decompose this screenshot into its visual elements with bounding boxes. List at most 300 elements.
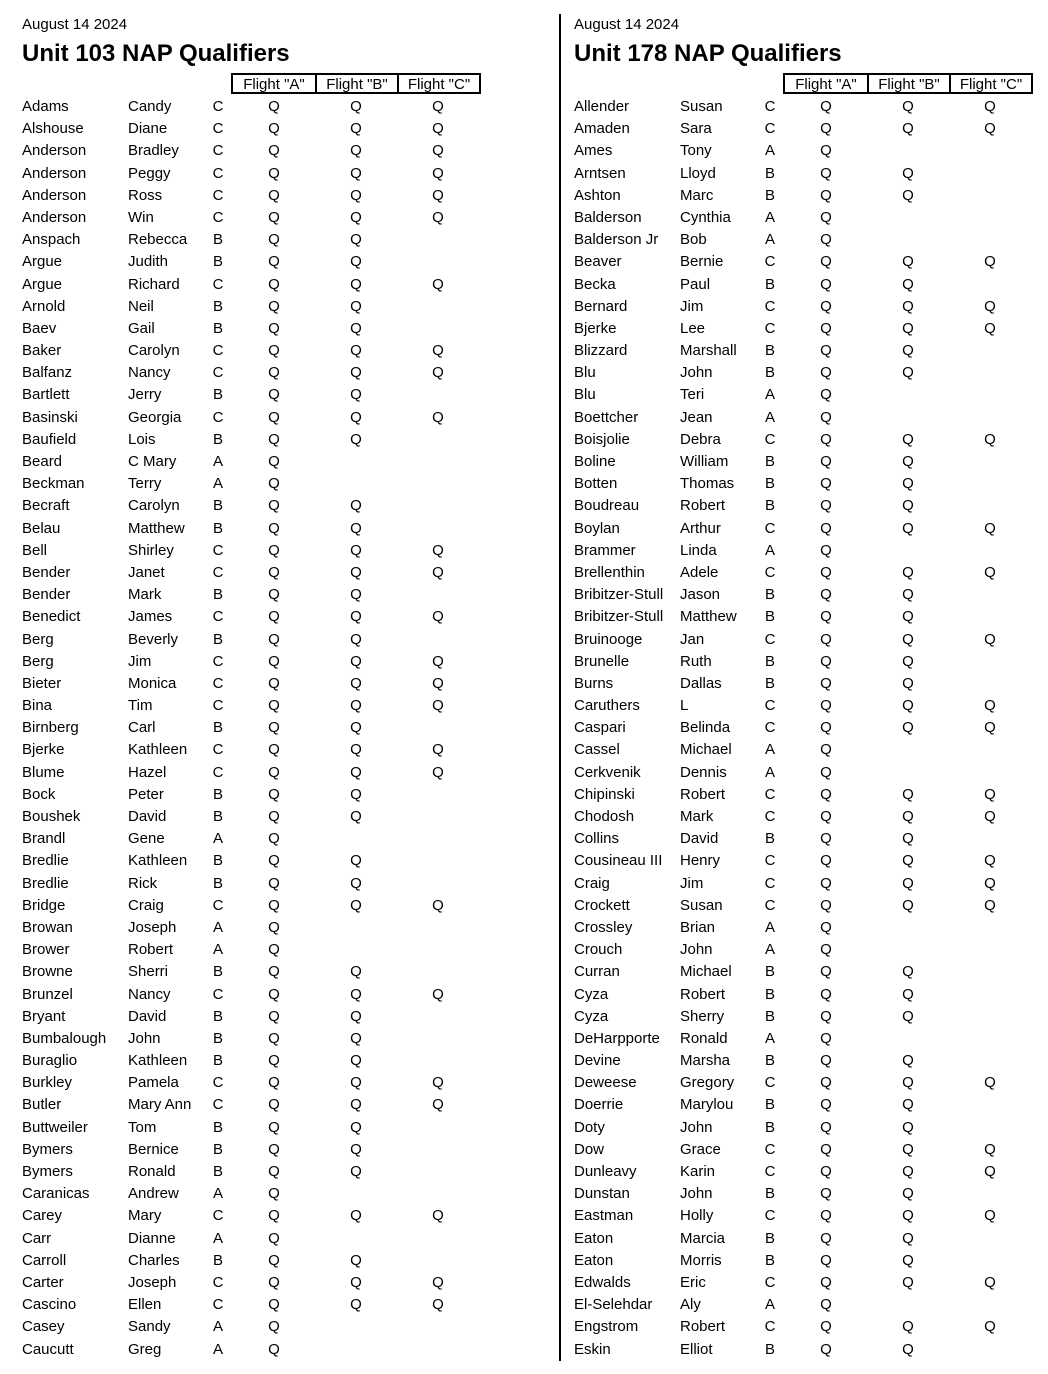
first-name-cell: Bob xyxy=(680,231,707,249)
level-cell: C xyxy=(212,186,224,204)
level-cell: C xyxy=(212,674,224,692)
first-name-cell: Karin xyxy=(680,1163,716,1180)
flight-a-cell: Q xyxy=(268,674,280,692)
flight-c-cell: Q xyxy=(432,608,444,626)
last-name-cell: Bredlie xyxy=(22,852,69,870)
flight-a-cell: Q xyxy=(820,1251,832,1269)
flight-b-cell: Q xyxy=(902,896,914,914)
last-name-cell: Butler xyxy=(22,1096,62,1114)
level-cell: B xyxy=(212,386,223,404)
flight-b-cell: Q xyxy=(902,1118,914,1136)
last-name-cell: Balderson Jr xyxy=(574,231,659,249)
flight-a-cell: Q xyxy=(820,608,832,626)
flight-b-cell: Q xyxy=(350,275,362,293)
first-name-cell: Mark xyxy=(680,808,714,825)
first-name-cell: Dianne xyxy=(128,1229,176,1247)
first-name-cell: Jerry xyxy=(128,386,162,404)
last-name-cell: Anderson xyxy=(22,186,87,204)
level-cell: C xyxy=(212,763,224,781)
first-name-cell: Ronald xyxy=(128,1163,176,1180)
flight-b-header: Flight "B" xyxy=(867,75,949,94)
flight-a-cell: Q xyxy=(820,941,832,959)
level-cell: B xyxy=(764,453,775,470)
first-name-cell: Bernice xyxy=(128,1140,179,1158)
level-cell: B xyxy=(764,1052,775,1070)
flight-a-cell: Q xyxy=(820,519,832,537)
last-name-cell: Buttweiler xyxy=(22,1118,88,1136)
level-cell: B xyxy=(212,1140,223,1158)
flight-a-cell: Q xyxy=(820,164,832,182)
flight-b-cell: Q xyxy=(350,697,362,715)
level-cell: C xyxy=(212,563,224,581)
flight-b-cell: Q xyxy=(350,586,362,604)
flight-b-cell: Q xyxy=(350,1207,362,1225)
flight-a-cell: Q xyxy=(820,408,832,426)
last-name-cell: Brower xyxy=(22,941,70,959)
first-name-cell: Adele xyxy=(680,563,719,581)
flight-a-cell: Q xyxy=(268,941,280,959)
flight-c-cell: Q xyxy=(432,1074,444,1092)
flight-b-cell: Q xyxy=(902,830,914,848)
flight-a-cell: Q xyxy=(820,1118,832,1136)
last-name-cell: Crockett xyxy=(574,896,630,914)
flight-c-cell: Q xyxy=(984,719,996,737)
last-name-cell: Blizzard xyxy=(574,342,628,360)
flight-b-cell: Q xyxy=(350,719,362,737)
flight-b-cell: Q xyxy=(350,120,362,138)
level-cell: C xyxy=(212,208,224,226)
flight-a-cell: Q xyxy=(820,208,832,226)
first-name-cell: Holly xyxy=(680,1207,714,1225)
first-name-cell: Paul xyxy=(680,275,711,293)
flight-a-cell: Q xyxy=(268,342,280,360)
first-name-cell: Marsha xyxy=(680,1052,731,1070)
flight-b-cell: Q xyxy=(902,1207,914,1225)
level-cell: A xyxy=(212,830,223,848)
first-name-cell: Lois xyxy=(128,430,156,448)
level-cell: B xyxy=(764,364,775,382)
flight-a-cell: Q xyxy=(268,985,280,1003)
flight-a-cell: Q xyxy=(268,275,280,293)
first-name-cell: Aly xyxy=(680,1296,701,1314)
last-name-cell: DeHarpporte xyxy=(574,1029,660,1047)
last-name-cell: Craig xyxy=(574,874,610,892)
flight-b-cell: Q xyxy=(350,896,362,914)
flight-b-cell: Q xyxy=(350,342,362,360)
flight-c-cell: Q xyxy=(984,1140,996,1158)
last-name-cell: Bridge xyxy=(22,896,66,914)
flight-b-cell: Q xyxy=(350,364,362,382)
last-name-cell: Caruthers xyxy=(574,697,640,715)
flight-a-header: Flight "A" xyxy=(795,76,857,93)
level-cell: C xyxy=(212,1096,224,1114)
flight-b-cell: Q xyxy=(902,1273,914,1291)
column-divider xyxy=(559,14,561,1361)
level-cell: C xyxy=(764,874,776,892)
level-cell: A xyxy=(764,1296,775,1314)
flight-b-cell: Q xyxy=(902,519,914,537)
flight-a-cell: Q xyxy=(268,763,280,781)
flight-b-cell: Q xyxy=(902,342,914,360)
level-cell: A xyxy=(764,763,775,781)
flight-b-cell: Q xyxy=(350,1296,362,1314)
last-name-cell: Crossley xyxy=(574,918,633,936)
level-cell: A xyxy=(764,941,775,959)
last-name-cell: El-Selehdar xyxy=(574,1296,653,1314)
flight-a-cell: Q xyxy=(820,674,832,692)
last-name-cell: Buraglio xyxy=(22,1052,78,1070)
last-name-cell: Chipinski xyxy=(574,785,635,803)
last-name-cell: Bruinooge xyxy=(574,630,643,648)
flight-b-cell: Q xyxy=(902,253,914,271)
flight-c-cell: Q xyxy=(432,120,444,138)
flight-a-cell: Q xyxy=(820,1007,832,1025)
flight-a-cell: Q xyxy=(268,874,280,892)
flight-c-header: Flight "C" xyxy=(949,75,1031,94)
last-name-cell: Cassel xyxy=(574,741,620,759)
level-cell: B xyxy=(212,1251,223,1269)
last-name-cell: Burns xyxy=(574,674,614,692)
flight-c-cell: Q xyxy=(432,1096,444,1114)
flight-a-cell: Q xyxy=(268,120,280,138)
level-cell: B xyxy=(212,1007,223,1025)
level-cell: B xyxy=(764,1229,775,1247)
last-name-cell: Beckman xyxy=(22,475,85,493)
last-name-cell: Cerkvenik xyxy=(574,763,641,781)
flight-c-cell: Q xyxy=(984,874,996,892)
flight-b-cell: Q xyxy=(902,1229,914,1247)
flight-c-cell: Q xyxy=(984,785,996,803)
flight-b-cell: Q xyxy=(902,1340,914,1358)
flight-a-cell: Q xyxy=(820,1074,832,1092)
first-name-cell: Marcia xyxy=(680,1229,726,1247)
last-name-cell: Brunzel xyxy=(22,985,73,1003)
level-cell: C xyxy=(212,364,224,382)
flight-b-cell: Q xyxy=(350,808,362,825)
last-name-cell: Carroll xyxy=(22,1251,67,1269)
flight-a-cell: Q xyxy=(268,1318,280,1336)
flight-b-cell: Q xyxy=(902,453,914,470)
level-cell: C xyxy=(212,1296,224,1314)
first-name-cell: Diane xyxy=(128,120,168,138)
first-name-cell: Nancy xyxy=(128,985,171,1003)
last-name-cell: Bernard xyxy=(574,297,628,315)
flight-b-cell: Q xyxy=(350,852,362,870)
level-cell: A xyxy=(764,408,775,426)
level-cell: B xyxy=(212,253,223,271)
flight-b-cell: Q xyxy=(350,1096,362,1114)
last-name-cell: Chodosh xyxy=(574,808,635,825)
first-name-cell: Kathleen xyxy=(128,852,188,870)
last-name-cell: Becka xyxy=(574,275,616,293)
last-name-cell: Belau xyxy=(22,519,61,537)
flight-c-cell: Q xyxy=(984,1074,996,1092)
first-name-cell: Henry xyxy=(680,852,721,870)
flight-a-cell: Q xyxy=(268,1140,280,1158)
level-cell: B xyxy=(212,630,223,648)
first-name-cell: Rick xyxy=(128,874,158,892)
flight-c-cell: Q xyxy=(984,563,996,581)
flight-a-cell: Q xyxy=(820,475,832,493)
flight-c-cell: Q xyxy=(432,896,444,914)
flight-a-cell: Q xyxy=(268,1296,280,1314)
flight-c-cell: Q xyxy=(432,652,444,670)
level-cell: C xyxy=(764,297,776,315)
first-name-cell: John xyxy=(680,941,713,959)
flight-a-cell: Q xyxy=(820,275,832,293)
flight-a-cell: Q xyxy=(268,253,280,271)
flight-c-cell: Q xyxy=(432,985,444,1003)
first-name-cell: Lee xyxy=(680,319,706,337)
level-cell: A xyxy=(764,231,775,249)
flight-a-cell: Q xyxy=(820,1207,832,1225)
level-cell: C xyxy=(212,896,224,914)
last-name-cell: Boettcher xyxy=(574,408,639,426)
flight-c-cell: Q xyxy=(984,852,996,870)
flight-b-cell: Q xyxy=(902,1074,914,1092)
first-name-cell: Carolyn xyxy=(128,342,180,360)
flight-a-cell: Q xyxy=(268,697,280,715)
last-name-cell: Boline xyxy=(574,453,616,470)
first-name-cell: Peter xyxy=(128,785,164,803)
flight-c-cell: Q xyxy=(432,364,444,382)
level-cell: B xyxy=(212,519,223,537)
first-name-cell: Jan xyxy=(680,630,705,648)
first-name-cell: Michael xyxy=(680,963,732,981)
first-name-cell: Bradley xyxy=(128,142,179,160)
first-name-cell: Tim xyxy=(128,697,153,715)
first-name-cell: Tom xyxy=(128,1118,157,1136)
level-cell: C xyxy=(764,785,776,803)
first-name-cell: Dallas xyxy=(680,674,722,692)
first-name-cell: Peggy xyxy=(128,164,171,182)
first-name-cell: David xyxy=(128,1007,167,1025)
first-name-cell: Craig xyxy=(128,896,164,914)
last-name-cell: Adams xyxy=(22,98,69,115)
flight-c-cell: Q xyxy=(984,253,996,271)
level-cell: C xyxy=(764,120,776,138)
flight-b-cell: Q xyxy=(902,652,914,670)
last-name-cell: Blu xyxy=(574,364,596,382)
first-name-cell: Jim xyxy=(680,297,704,315)
last-name-cell: Anderson xyxy=(22,164,87,182)
first-name-cell: Lloyd xyxy=(680,164,716,182)
flight-a-cell: Q xyxy=(268,231,280,249)
last-name-cell: Anderson xyxy=(22,208,87,226)
flight-a-cell: Q xyxy=(268,142,280,160)
level-cell: B xyxy=(764,497,775,515)
last-name-cell: Boudreau xyxy=(574,497,640,515)
first-name-cell: Sherri xyxy=(128,963,169,981)
flight-a-cell: Q xyxy=(268,541,280,559)
first-name-cell: Michael xyxy=(680,741,732,759)
flight-b-cell: Q xyxy=(902,297,914,315)
last-name-cell: Crouch xyxy=(574,941,623,959)
first-name-cell: Bernie xyxy=(680,253,724,271)
flight-b-cell: Q xyxy=(902,1163,914,1180)
first-name-cell: Morris xyxy=(680,1251,722,1269)
flight-b-cell: Q xyxy=(902,963,914,981)
first-name-cell: Joseph xyxy=(128,1273,177,1291)
first-name-cell: Robert xyxy=(128,941,174,959)
flight-a-cell: Q xyxy=(268,1074,280,1092)
flight-a-cell: Q xyxy=(820,586,832,604)
flight-a-cell: Q xyxy=(268,563,280,581)
flight-a-cell: Q xyxy=(268,741,280,759)
level-cell: B xyxy=(764,608,775,626)
flight-a-cell: Q xyxy=(820,253,832,271)
flight-b-cell: Q xyxy=(902,630,914,648)
flight-b-cell: Q xyxy=(350,386,362,404)
flight-a-cell: Q xyxy=(820,918,832,936)
flight-b-cell: Q xyxy=(350,1074,362,1092)
level-cell: B xyxy=(764,1340,775,1358)
flight-a-cell: Q xyxy=(820,830,832,848)
flight-a-cell: Q xyxy=(820,1273,832,1291)
flight-a-cell: Q xyxy=(820,186,832,204)
level-cell: C xyxy=(212,697,224,715)
flight-b-cell: Q xyxy=(902,697,914,715)
level-cell: B xyxy=(212,430,223,448)
level-cell: C xyxy=(764,630,776,648)
flight-b-cell: Q xyxy=(350,319,362,337)
flight-c-cell: Q xyxy=(432,186,444,204)
level-cell: C xyxy=(212,342,224,360)
flight-a-cell: Q xyxy=(820,364,832,382)
flight-c-cell: Q xyxy=(432,541,444,559)
last-name-cell: Bymers xyxy=(22,1140,73,1158)
flight-c-cell: Q xyxy=(432,697,444,715)
first-name-cell: Charles xyxy=(128,1251,180,1269)
flight-a-cell: Q xyxy=(268,586,280,604)
flight-a-cell: Q xyxy=(820,98,832,115)
flight-c-cell: Q xyxy=(432,342,444,360)
level-cell: B xyxy=(764,1118,775,1136)
first-name-cell: Rebecca xyxy=(128,231,188,249)
flight-a-cell: Q xyxy=(820,1340,832,1358)
level-cell: C xyxy=(764,697,776,715)
first-name-cell: Susan xyxy=(680,98,723,115)
last-name-cell: Beard xyxy=(22,453,63,470)
last-name-cell: Engstrom xyxy=(574,1318,639,1336)
flight-b-cell: Q xyxy=(902,586,914,604)
first-name-cell: C Mary xyxy=(128,453,177,470)
level-cell: C xyxy=(764,563,776,581)
first-name-cell: Marylou xyxy=(680,1096,734,1114)
level-cell: B xyxy=(212,852,223,870)
last-name-cell: Baker xyxy=(22,342,62,360)
level-cell: A xyxy=(212,1318,223,1336)
flight-b-cell: Q xyxy=(902,808,914,825)
flight-a-cell: Q xyxy=(268,408,280,426)
flight-c-cell: Q xyxy=(984,1163,996,1180)
flight-a-cell: Q xyxy=(268,386,280,404)
flight-b-cell: Q xyxy=(350,142,362,160)
flight-a-cell: Q xyxy=(268,319,280,337)
level-cell: B xyxy=(764,1096,775,1114)
flight-b-cell: Q xyxy=(902,275,914,293)
first-name-cell: Mark xyxy=(128,586,162,604)
flight-a-cell: Q xyxy=(268,1007,280,1025)
last-name-cell: Boushek xyxy=(22,808,81,825)
flight-b-cell: Q xyxy=(350,763,362,781)
last-name-cell: Edwalds xyxy=(574,1273,631,1291)
last-name-cell: Bina xyxy=(22,697,53,715)
last-name-cell: Deweese xyxy=(574,1074,637,1092)
flight-a-cell: Q xyxy=(268,830,280,848)
flight-b-cell: Q xyxy=(350,297,362,315)
flight-c-cell: Q xyxy=(432,208,444,226)
last-name-cell: Botten xyxy=(574,475,618,493)
last-name-cell: Bartlett xyxy=(22,386,70,404)
level-cell: C xyxy=(212,1074,224,1092)
flight-b-cell: Q xyxy=(902,608,914,626)
flight-a-cell: Q xyxy=(820,563,832,581)
flight-a-cell: Q xyxy=(820,231,832,249)
flight-a-cell: Q xyxy=(268,1273,280,1291)
last-name-cell: Birnberg xyxy=(22,719,79,737)
level-cell: C xyxy=(764,1318,776,1336)
flight-a-cell: Q xyxy=(820,785,832,803)
first-name-cell: Robert xyxy=(680,785,726,803)
last-name-cell: Brellenthin xyxy=(574,563,645,581)
flight-b-cell: Q xyxy=(350,408,362,426)
last-name-cell: Baufield xyxy=(22,430,77,448)
level-cell: B xyxy=(764,963,775,981)
flight-a-cell: Q xyxy=(268,1118,280,1136)
report-date: August 14 2024 xyxy=(574,16,680,33)
flight-a-cell: Q xyxy=(268,808,280,825)
first-name-cell: Marshall xyxy=(680,342,737,360)
level-cell: B xyxy=(212,808,223,825)
flight-b-cell: Q xyxy=(902,563,914,581)
last-name-cell: Bock xyxy=(22,785,56,803)
first-name-cell: Jean xyxy=(680,408,713,426)
last-name-cell: Cousineau III xyxy=(574,852,663,870)
flight-c-cell: Q xyxy=(432,1273,444,1291)
first-name-cell: William xyxy=(680,453,729,470)
level-cell: B xyxy=(764,985,775,1003)
flight-c-cell: Q xyxy=(432,1296,444,1314)
first-name-cell: John xyxy=(680,1185,713,1203)
flight-a-cell: Q xyxy=(820,342,832,360)
level-cell: C xyxy=(212,275,224,293)
first-name-cell: Gail xyxy=(128,319,155,337)
flight-a-cell: Q xyxy=(268,1229,280,1247)
flight-b-cell: Q xyxy=(350,985,362,1003)
level-cell: C xyxy=(212,408,224,426)
first-name-cell: Neil xyxy=(128,297,154,315)
flight-b-cell: Q xyxy=(350,741,362,759)
flight-a-cell: Q xyxy=(820,1296,832,1314)
flight-c-cell: Q xyxy=(432,741,444,759)
level-cell: B xyxy=(212,1118,223,1136)
flight-c-cell: Q xyxy=(432,164,444,182)
level-cell: C xyxy=(212,652,224,670)
last-name-cell: Balfanz xyxy=(22,364,73,382)
first-name-cell: Ruth xyxy=(680,652,712,670)
level-cell: C xyxy=(764,319,776,337)
flight-b-cell: Q xyxy=(350,231,362,249)
flight-c-cell: Q xyxy=(984,297,996,315)
first-name-cell: Matthew xyxy=(680,608,737,626)
last-name-cell: Caspari xyxy=(574,719,626,737)
flight-a-cell: Q xyxy=(820,985,832,1003)
last-name-cell: Becraft xyxy=(22,497,70,515)
flight-b-cell: Q xyxy=(350,1251,362,1269)
level-cell: C xyxy=(764,1273,776,1291)
first-name-cell: Ross xyxy=(128,186,163,204)
